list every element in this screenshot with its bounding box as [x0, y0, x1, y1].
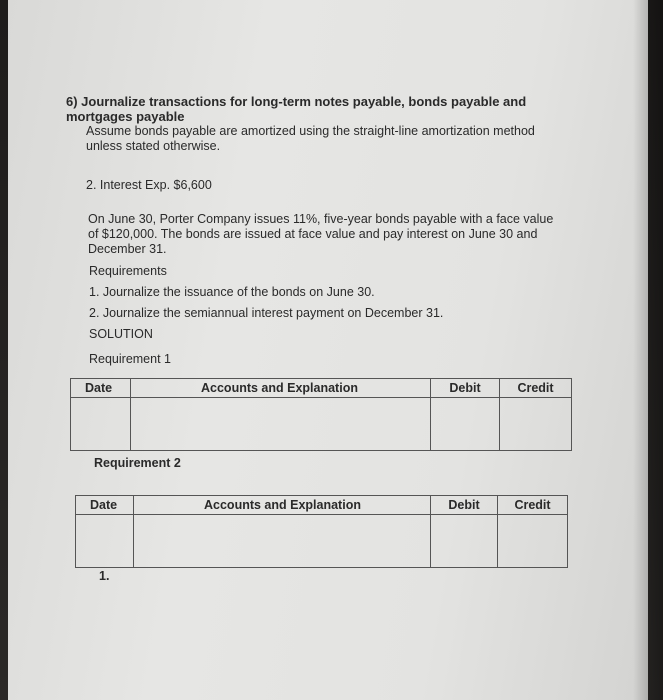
- accounts-column-header: Accounts and Explanation: [134, 496, 431, 515]
- page-shadow: [633, 0, 663, 700]
- requirement-1-label: Requirement 1: [89, 352, 171, 366]
- date-cell[interactable]: [76, 515, 134, 568]
- journal-table-req2: [75, 495, 568, 568]
- problem-line-2: of $120,000. The bonds are issued at face value and pay interest on June 30 and: [88, 227, 538, 241]
- debit-column-header: Debit: [431, 379, 500, 398]
- table-header-row: [71, 379, 572, 398]
- accounts-column-header: Accounts and Explanation: [131, 379, 431, 398]
- table-row: [71, 398, 572, 451]
- row-marker: 1.: [99, 569, 110, 583]
- requirement-item-1: 1. Journalize the issuance of the bonds on June 30.: [89, 285, 375, 299]
- table-header-row: [76, 496, 568, 515]
- credit-cell[interactable]: [498, 515, 568, 568]
- credit-cell[interactable]: [500, 398, 572, 451]
- date-cell[interactable]: [71, 398, 131, 451]
- assumption-line-1: Assume bonds payable are amortized using the straight-line amortization method: [86, 124, 535, 138]
- solution-label: SOLUTION: [89, 327, 153, 341]
- date-column-header: Date: [76, 496, 134, 515]
- debit-cell[interactable]: [431, 515, 498, 568]
- date-column-header: Date: [71, 379, 131, 398]
- credit-column-header: Credit: [498, 496, 568, 515]
- requirement-2-label: Requirement 2: [94, 456, 181, 470]
- accounts-cell[interactable]: [134, 515, 431, 568]
- problem-line-3: December 31.: [88, 242, 167, 256]
- debit-column-header: Debit: [431, 496, 498, 515]
- accounts-cell[interactable]: [131, 398, 431, 451]
- question-title: 6) Journalize transactions for long-term notes payable, bonds payable and: [66, 94, 527, 109]
- table-row: [76, 515, 568, 568]
- credit-column-header: Credit: [500, 379, 572, 398]
- assumption-line-2: unless stated otherwise.: [86, 139, 221, 153]
- answer-note: 2. Interest Exp. $6,600: [86, 178, 212, 192]
- problem-line-1: On June 30, Porter Company issues 11%, five-year bonds payable with a face value: [88, 212, 554, 226]
- debit-cell[interactable]: [431, 398, 500, 451]
- question-title-continued: mortgages payable: [66, 109, 185, 124]
- requirement-item-2: 2. Journalize the semiannual interest payment on December 31.: [89, 306, 444, 320]
- requirements-heading: Requirements: [89, 264, 167, 278]
- journal-table-req1: [70, 378, 572, 451]
